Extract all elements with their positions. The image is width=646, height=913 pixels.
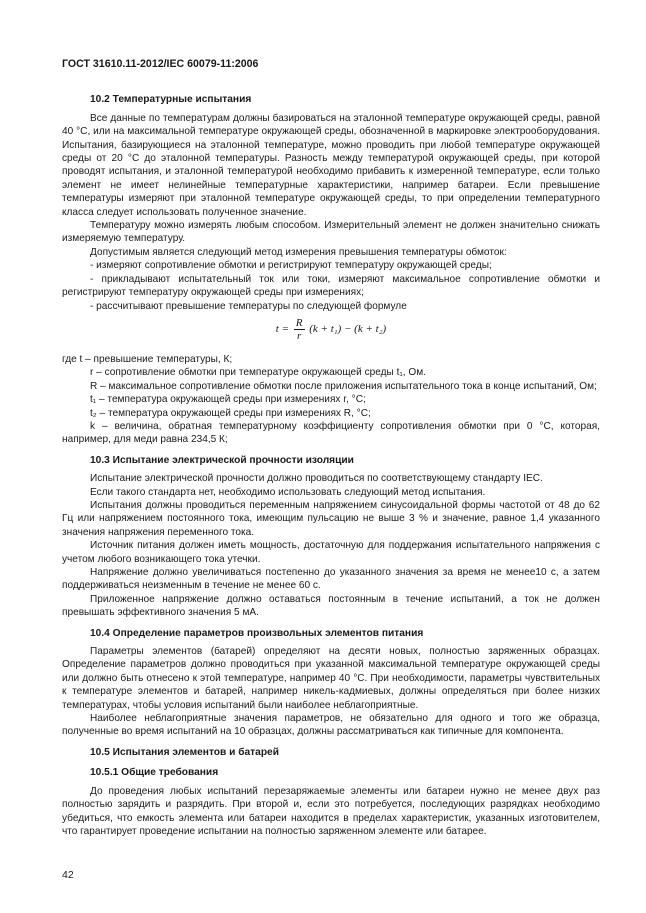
definition: k – величина, обратная температурному коэффициенту сопротивления обмотки при 0 °С, которая, например, для меди равна 234,5 К; — [62, 420, 600, 446]
definition: t₂ – температура окружающей среды при измерениях R, °С; — [90, 407, 371, 419]
paragraph: До проведения любых испытаний перезаряжаемые элементы или батареи нужно не менее двух раз полностью зарядить и разрядить. При второй и, если это потребуется, последующих разрядках необходимо убедиться, что емкость элемента или батареи находится в пределах характеристик, указанных изготовителем, что гарантирует проведение испытании на полностью заряженном элементе или батарее. — [62, 785, 600, 837]
definition: r – сопротивление обмотки при температуре окружающей среды t₁, Ом. — [90, 367, 427, 379]
paragraph: Источник питания должен иметь мощность, достаточную для поддержания испытательного напряжения с учетом любого возникающего тока утечки. — [62, 540, 600, 565]
formula-lhs: t = — [275, 322, 290, 335]
section-10-3-title: 10.3 Испытание электрической прочности изоляции — [90, 454, 354, 466]
paragraph: Испытание электрической прочности должно проводиться по соответствующему стандарту IEC. — [90, 473, 543, 485]
paragraph: Испытания должны проводиться переменным напряжением синусоидальной формы частотой от 48 до 62 Гц или напряжением постоянного тока, имеющим пульсацию не выше 3 % и значение, равное 1,4 указанного значения напряжения переменного тока. — [62, 499, 600, 538]
list-item: - рассчитывают превышение температуры по следующей формуле — [90, 300, 407, 312]
formula-denominator: r — [296, 329, 302, 342]
section-10-4-title: 10.4 Определение параметров произвольных элементов питания — [90, 627, 424, 639]
document-page — [62, 58, 600, 838]
paragraph: Наиболее неблагоприятные значения параметров, не обязательно для одного и того же образца, полученные во время испытаний на 10 образцах, должны рассматриваться как типичные для компонента. — [62, 713, 600, 738]
paragraph: Параметры элементов (батарей) определяют на десяти новых, полностью заряженных образцах. Определение параметров должно проводиться при указанной максимальной температуре окружающей среды или должно быть отнесено к этой температуре, например 40 °С. При необходимости, параметры чувствительных к температуре элементов и батарей, например никель-кадмиевых, должны определяться при более низких температурах, чтобы условия испытаний были наиболее неблагоприятные. — [62, 646, 600, 711]
definition: t₁ – температура окружающей среды при измерениях r, °С; — [90, 394, 366, 406]
list-item: - прикладывают испытательный ток или токи, измеряют максимальное сопротивление обмотки и регистрируют температуру окружающей среды при измерениях; — [62, 273, 600, 299]
document-header: ГОСТ 31610.11-2012/IEC 60079-11:2006 — [62, 58, 259, 70]
section-10-2-title: 10.2 Температурные испытания — [90, 94, 252, 106]
paragraph: Температуру можно измерять любым способом. Измерительный элемент не должен значительно снижать измеряемую температуру. — [62, 220, 600, 245]
section-10-5-title: 10.5 Испытания элементов и батарей — [90, 746, 279, 758]
paragraph: Приложенное напряжение должно оставаться постоянным в течение испытаний, а ток не должен превышать эффективного значения 5 мА. — [62, 593, 600, 619]
paragraph: Если такого стандарта нет, необходимо использовать следующий метод испытания. — [90, 486, 486, 498]
temperature-formula — [62, 317, 600, 347]
formula-fraction — [294, 317, 305, 342]
page-number: 42 — [62, 869, 74, 881]
paragraph: Напряжение должно увеличиваться постепенно до указанного значения за время не менее10 с, а затем поддерживаться неизменным в течение не менее 60 с. — [62, 567, 600, 592]
formula-rest: (k + t₁) − (k + t₂) — [309, 322, 387, 335]
paragraph: Допустимым является следующий метод измерения превышения температуры обмоток: — [90, 246, 507, 258]
definition: где t – превышение температуры, К; — [62, 353, 233, 365]
paragraph: Все данные по температурам должны базироваться на эталонной температуре окружающей среды, равной 40 °С, или на максимальной температуре окружающей среды, обозначенной в маркировке электрооборудования. Испытания, базирующиеся на эталонной температуре, можно проводить при любой температуре окружающей среды от 20 °С до эталонной температуры. Разность между температурой окружающей среды, при которой проводят испытания, и эталонной температурой необходимо прибавить к измеренной температуре, если только элемент не имеет нелинейные температурные характеристики, например батареи. Если превышение температуры измеряют при эталонной температуре окружающей среды, то при определении температурного класса следует использовать полученное значение. — [62, 112, 600, 218]
section-10-5-1-title: 10.5.1 Общие требования — [90, 767, 219, 779]
definition: R – максимальное сопротивление обмотки после приложения испытательного тока в конце испытаний, Ом; — [90, 380, 597, 392]
list-item: - измеряют сопротивление обмотки и регистрируют температуру окружающей среды; — [90, 260, 492, 272]
formula-numerator: R — [295, 316, 303, 329]
